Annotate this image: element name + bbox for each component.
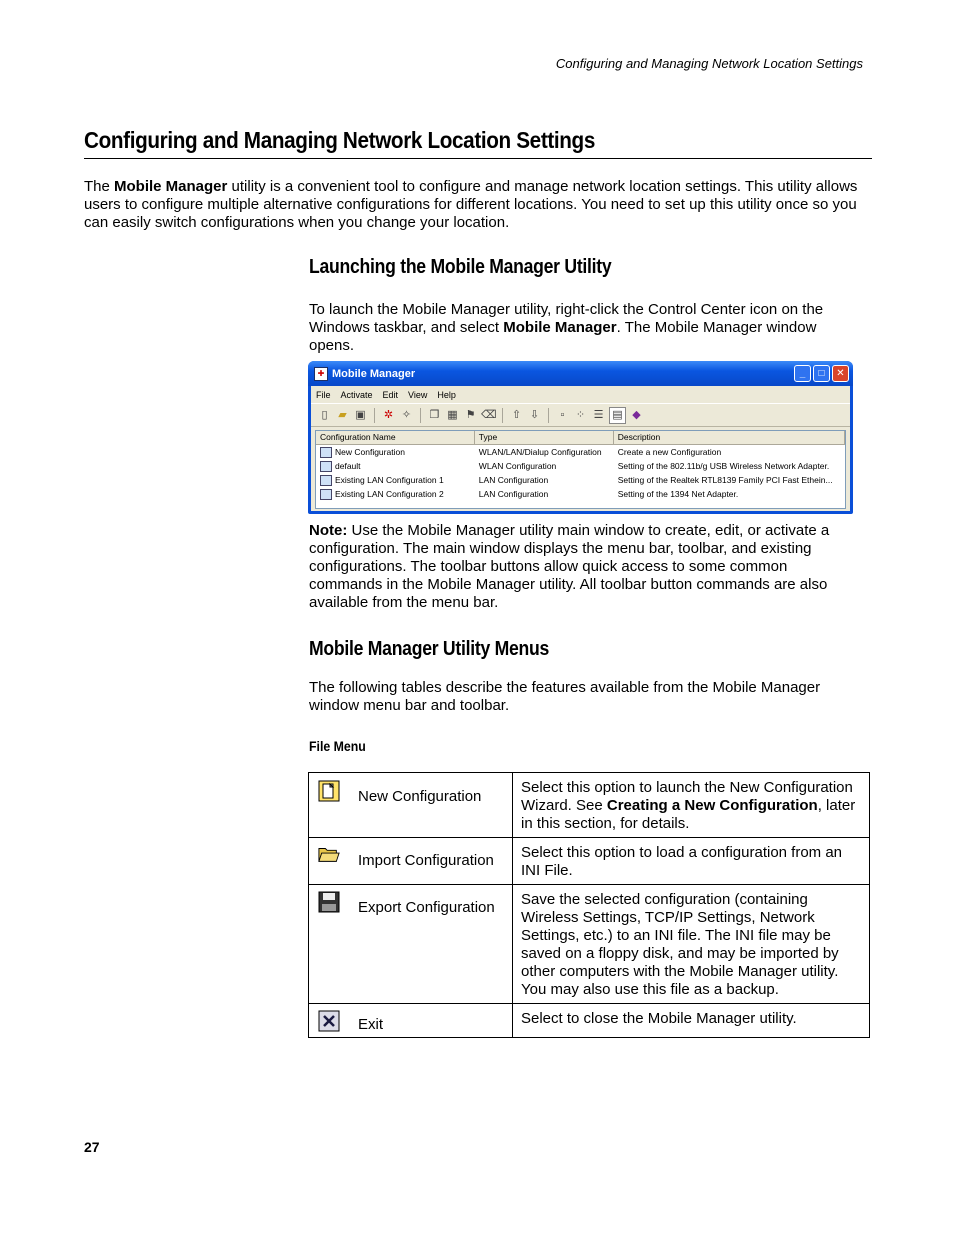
folder-open-icon — [318, 843, 340, 865]
description-text: Save the selected configuration (containing Wireless Settings, TCP/IP Settings, Network Settings, etc.) to an INI file. The INI file may be saved on a floppy disk, and may be imported by other computers with the Mobile Manager utility. You may also use this file as a backup. — [521, 891, 839, 998]
command-cell — [309, 885, 513, 1004]
toolbar-separator — [548, 408, 549, 423]
page-number: 27 — [84, 1139, 100, 1155]
launch-text-bold: Mobile Manager — [503, 319, 617, 336]
app-icon: ✚ — [314, 367, 328, 381]
move-down-icon[interactable]: ⇩ — [529, 408, 540, 421]
command-cell — [309, 1004, 513, 1038]
launch-paragraph — [309, 301, 861, 355]
command-label: Export Configuration — [358, 899, 495, 916]
command-label: Import Configuration — [358, 852, 494, 869]
copy-icon[interactable]: ❐ — [429, 408, 440, 421]
table-row — [309, 773, 870, 838]
column-header-name[interactable]: Configuration Name — [316, 431, 475, 444]
intro-text-post: utility is a convenient tool to configure and manage network location settings. This utility allows users to configure multiple alternative configurations for different locations. You need to set up this utility once so you can easily switch configurations when you change your location. — [84, 178, 858, 231]
menu-file[interactable]: File — [316, 389, 331, 400]
small-icons-icon[interactable]: ⁘ — [575, 408, 586, 421]
note-label: Note: — [309, 522, 348, 539]
move-up-icon[interactable]: ⇧ — [511, 408, 522, 421]
row-name: default — [335, 461, 361, 471]
menus-paragraph: The following tables describe the features available from the Mobile Manager window menu bar and toolbar. — [309, 679, 821, 714]
description-cell — [513, 773, 870, 838]
configuration-icon — [320, 489, 332, 500]
list-view-icon[interactable]: ☰ — [593, 408, 604, 421]
intro-text-bold: Mobile Manager — [114, 178, 228, 195]
page-title: Configuring and Managing Network Location Settings — [84, 127, 596, 153]
exit-icon — [318, 1010, 340, 1032]
row-type: LAN Configuration — [478, 489, 549, 499]
list-row[interactable] — [316, 445, 845, 459]
row-description: Setting of the Realtek RTL8139 Family PCI Fast Ethein... — [617, 475, 833, 485]
maximize-icon[interactable]: □ — [813, 365, 830, 382]
close-icon[interactable]: ✕ — [832, 365, 849, 382]
list-row[interactable] — [316, 473, 845, 487]
row-description: Setting of the 1394 Net Adapter. — [617, 489, 739, 499]
description-text: Select this option to launch the New Configuration Wizard. See — [521, 779, 853, 814]
column-header-description[interactable]: Description — [614, 431, 845, 444]
minimize-icon[interactable]: _ — [794, 365, 811, 382]
menu-bar — [311, 386, 850, 403]
mobile-manager-window — [308, 361, 853, 514]
intro-paragraph — [84, 178, 874, 232]
menus-heading: Mobile Manager Utility Menus — [309, 638, 550, 660]
command-label: New Configuration — [358, 788, 482, 805]
note-paragraph — [309, 522, 861, 612]
toolbar-separator — [420, 408, 421, 423]
new-icon[interactable]: ▯ — [321, 408, 328, 421]
description-text: Select this option to load a configuration from an INI File. — [521, 844, 843, 879]
launch-text-post: . The Mobile Manager window opens. — [309, 319, 817, 354]
description-cell — [513, 885, 870, 1004]
list-header — [316, 431, 845, 445]
row-type: WLAN/LAN/Dialup Configuration — [478, 447, 602, 457]
menu-activate[interactable]: Activate — [340, 389, 373, 400]
toolbar-separator — [502, 408, 503, 423]
network-icon[interactable]: ⚑ — [465, 408, 476, 421]
toolbar — [311, 403, 850, 427]
details-view-icon[interactable]: ▤ — [609, 407, 626, 424]
delete-icon[interactable]: ⌫ — [481, 408, 497, 421]
description-text-post: , later in this section, for details. — [521, 797, 856, 832]
description-cell — [513, 1004, 870, 1038]
row-type: LAN Configuration — [478, 475, 549, 485]
title-rule — [84, 158, 872, 159]
row-description: Create a new Configuration — [617, 447, 722, 457]
table-row — [309, 838, 870, 885]
configuration-icon — [320, 447, 332, 458]
deactivate-icon[interactable]: ✧ — [401, 408, 412, 421]
row-name: Existing LAN Configuration 1 — [335, 475, 444, 485]
configuration-icon — [320, 475, 332, 486]
launch-text-pre: To launch the Mobile Manager utility, right-click the Control Center icon on the Windows taskbar, and select — [309, 301, 824, 336]
command-label: Exit — [358, 1016, 384, 1033]
window-titlebar — [308, 361, 853, 386]
file-menu-heading: File Menu — [309, 738, 366, 754]
toolbar-separator — [374, 408, 375, 423]
folder-open-icon[interactable]: ▰ — [338, 408, 347, 421]
row-name: Existing LAN Configuration 2 — [335, 489, 444, 499]
menu-view[interactable]: View — [408, 389, 428, 400]
description-cell — [513, 838, 870, 885]
table-row — [309, 1004, 870, 1038]
column-header-type[interactable]: Type — [475, 431, 614, 444]
large-icons-icon[interactable]: ▫ — [560, 408, 565, 421]
menu-edit[interactable]: Edit — [382, 389, 399, 400]
properties-icon[interactable]: ▦ — [447, 408, 458, 421]
command-cell — [309, 773, 513, 838]
activate-icon[interactable]: ✲ — [383, 408, 394, 421]
description-bold: Creating a New Configuration — [606, 797, 818, 814]
configuration-list — [315, 430, 846, 509]
command-cell — [309, 838, 513, 885]
description-text: Select to close the Mobile Manager utility. — [521, 1010, 797, 1027]
window-title: Mobile Manager — [332, 367, 416, 380]
row-description: Setting of the 802.11b/g USB Wireless Network Adapter. — [617, 461, 830, 471]
help-book-icon[interactable]: ◆ — [632, 408, 641, 421]
floppy-disk-icon[interactable]: ▣ — [355, 408, 366, 421]
launch-heading: Launching the Mobile Manager Utility — [309, 256, 612, 278]
table-row — [309, 885, 870, 1004]
row-name: New Configuration — [335, 447, 405, 457]
running-header: Configuring and Managing Network Location Settings — [555, 56, 863, 71]
row-type: WLAN Configuration — [478, 461, 557, 471]
new-configuration-icon — [318, 780, 340, 802]
file-menu-table — [308, 772, 870, 1038]
configuration-icon — [320, 461, 332, 472]
menu-help[interactable]: Help — [437, 389, 456, 400]
note-text: Use the Mobile Manager utility main window to create, edit, or activate a configuration. The main window displays the menu bar, toolbar, and existing configurations. The toolbar buttons allow quick access to some common commands in the Mobile Manager utility. All toolbar button commands are also available from the menu bar. — [309, 522, 830, 611]
intro-text-pre: The — [84, 178, 115, 195]
list-row[interactable] — [316, 459, 845, 473]
list-row[interactable] — [316, 487, 845, 501]
floppy-disk-icon — [318, 891, 340, 913]
